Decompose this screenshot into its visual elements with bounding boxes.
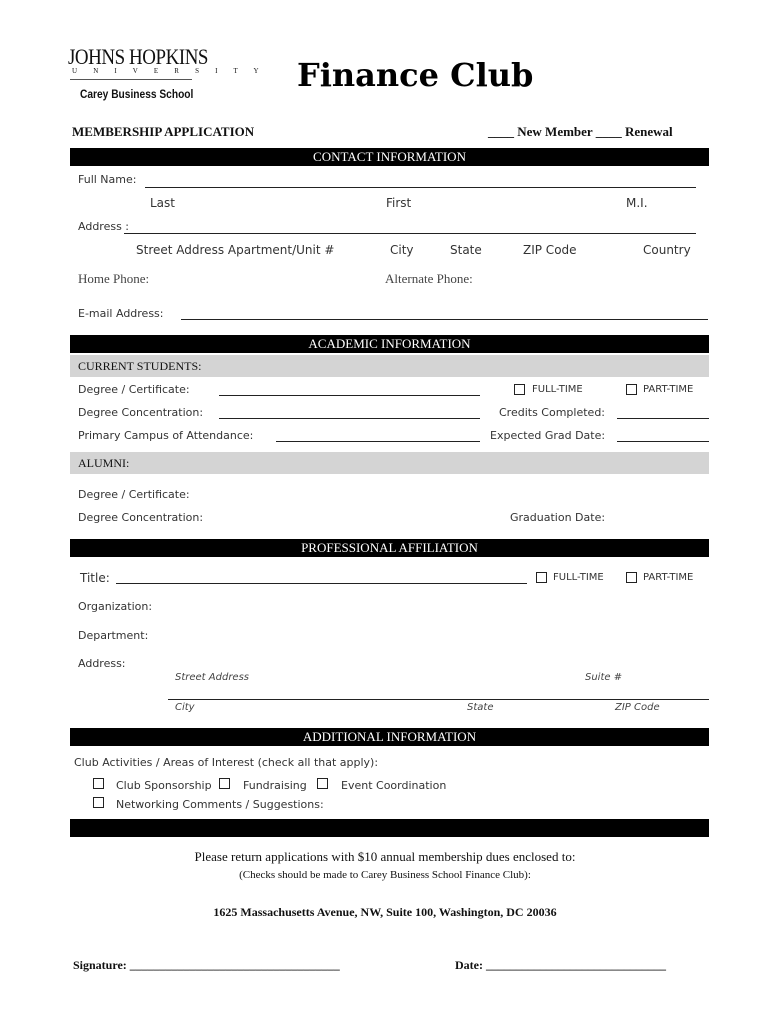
prof-zip-label: ZIP Code <box>615 702 660 713</box>
campus-label: Primary Campus of Attendance: <box>78 429 254 442</box>
full-name-field[interactable] <box>145 187 696 188</box>
title-field[interactable] <box>116 583 527 584</box>
part-time-label: PART-TIME <box>643 384 694 395</box>
address-field[interactable] <box>124 233 696 234</box>
street-label: Street Address Apartment/Unit # <box>136 243 335 257</box>
logo-university-word: U N I V E R S I T Y <box>72 67 266 75</box>
home-phone-label: Home Phone: <box>78 271 150 286</box>
concentration-label: Degree Concentration: <box>78 406 204 419</box>
graduation-date-label: Graduation Date: <box>510 511 606 524</box>
country-label: Country <box>643 243 691 257</box>
club-sponsorship-label: Club Sponsorship <box>116 779 212 792</box>
prof-street-field[interactable] <box>168 699 709 700</box>
check-instructions: (Checks should be made to Carey Business School Finance Club): <box>239 869 531 881</box>
current-students-header: CURRENT STUDENTS: <box>70 355 709 377</box>
full-time-checkbox[interactable] <box>514 384 525 395</box>
logo-rule <box>70 79 192 80</box>
email-label: E-mail Address: <box>78 307 164 320</box>
logo-school-name: Carey Business School <box>80 87 194 101</box>
full-name-label: Full Name: <box>78 173 137 186</box>
concentration-field[interactable] <box>219 418 480 419</box>
event-coordination-label: Event Coordination <box>341 779 447 792</box>
prof-city-label: City <box>175 702 195 713</box>
club-sponsorship-checkbox[interactable] <box>93 778 104 789</box>
grad-date-field[interactable] <box>617 441 709 442</box>
department-label: Department: <box>78 629 149 642</box>
mi-label: M.I. <box>626 196 648 210</box>
grad-date-label: Expected Grad Date: <box>490 429 606 442</box>
networking-label: Networking Comments / Suggestions: <box>116 798 324 811</box>
prof-suite-label: Suite # <box>585 672 623 683</box>
prof-street-label: Street Address <box>175 672 250 683</box>
section-academic-header: ACADEMIC INFORMATION <box>70 335 709 353</box>
interests-label: Club Activities / Areas of Interest (check all that apply): <box>74 756 379 769</box>
address-label: Address : <box>78 220 130 233</box>
zip-label: ZIP Code <box>523 243 577 257</box>
date-field[interactable]: Date: ______________________________ <box>455 958 666 972</box>
part-time-checkbox[interactable] <box>626 384 637 395</box>
organization-label: Organization: <box>78 600 153 613</box>
alumni-degree-label: Degree / Certificate: <box>78 488 190 501</box>
city-label: City <box>390 243 414 257</box>
section-professional-header: PROFESSIONAL AFFILIATION <box>70 539 709 557</box>
credits-label: Credits Completed: <box>499 406 606 419</box>
fundraising-checkbox[interactable] <box>219 778 230 789</box>
section-divider-bar <box>70 819 709 837</box>
networking-checkbox[interactable] <box>93 797 104 808</box>
mailing-address: 1625 Massachusetts Avenue, NW, Suite 100, Washington, DC 20036 <box>213 905 557 919</box>
prof-full-time-checkbox[interactable] <box>536 572 547 583</box>
prof-full-time-label: FULL-TIME <box>553 572 604 583</box>
prof-state-label: State <box>467 702 494 713</box>
section-additional-header: ADDITIONAL INFORMATION <box>70 728 709 746</box>
alumni-header: ALUMNI: <box>70 452 709 474</box>
prof-part-time-checkbox[interactable] <box>626 572 637 583</box>
event-coordination-checkbox[interactable] <box>317 778 328 789</box>
return-instructions: Please return applications with $10 annual membership dues enclosed to: <box>194 849 576 864</box>
last-label: Last <box>150 196 175 210</box>
degree-label: Degree / Certificate: <box>78 383 190 396</box>
campus-field[interactable] <box>276 441 480 442</box>
member-type-options[interactable]: ____ New Member ____ Renewal <box>488 124 673 139</box>
alumni-concentration-label: Degree Concentration: <box>78 511 204 524</box>
signature-field[interactable]: Signature: ___________________________________ <box>73 958 340 972</box>
alt-phone-label: Alternate Phone: <box>385 271 473 286</box>
full-time-label: FULL-TIME <box>532 384 583 395</box>
form-heading: MEMBERSHIP APPLICATION <box>72 124 255 139</box>
email-field[interactable] <box>181 319 708 320</box>
state-label: State <box>450 243 482 257</box>
title-label: Title: <box>80 571 110 585</box>
section-contact-header: CONTACT INFORMATION <box>70 148 709 166</box>
fundraising-label: Fundraising <box>243 779 307 792</box>
credits-field[interactable] <box>617 418 709 419</box>
prof-part-time-label: PART-TIME <box>643 572 694 583</box>
prof-address-label: Address: <box>78 657 126 670</box>
degree-field[interactable] <box>219 395 480 396</box>
logo-university-name: JOHNS HOPKINS <box>68 44 209 69</box>
page-title: Finance Club <box>297 56 534 94</box>
first-label: First <box>386 196 412 210</box>
